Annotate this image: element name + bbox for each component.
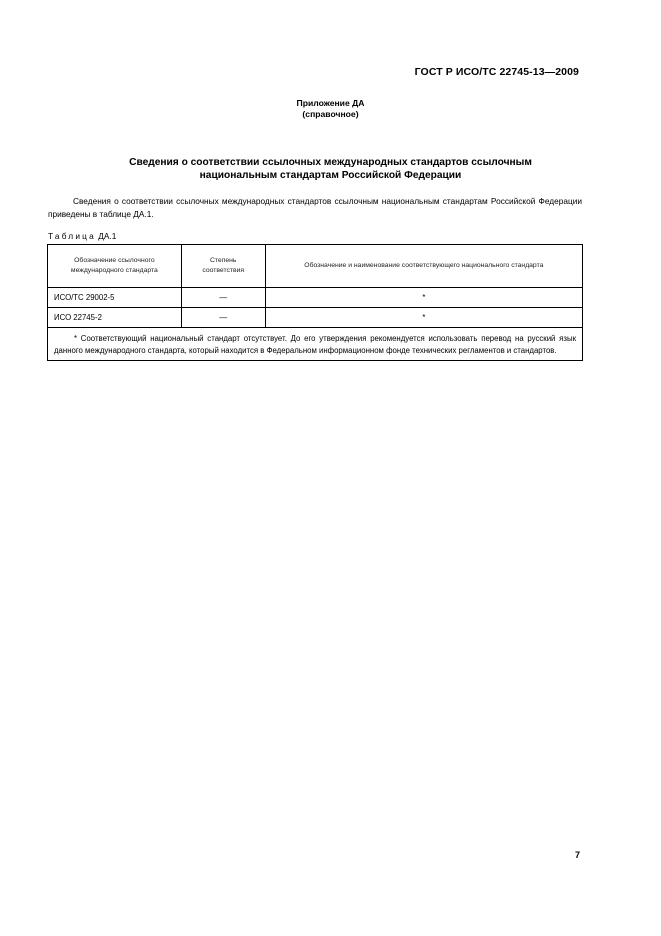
document-code: ГОСТ Р ИСО/ТС 22745-13—2009 [414,66,579,78]
appendix-heading [0,98,661,120]
header-degree: Степень соответствия [181,245,265,288]
header-international-standard: Обозначение ссылочного международного стандарта [48,245,182,288]
cell-standard: ИСО/ТС 29002-5 [48,288,182,308]
section-title [60,156,601,182]
cell-degree: — [181,308,265,328]
table-caption-id: ДА.1 [98,231,117,241]
intro-paragraph: Сведения о соответствии ссылочных международных стандартов ссылочным национальным стандартам Российской Федерации приведены в таблице ДА.1. [48,196,582,219]
table-row [48,288,583,308]
table-caption-word: Таблица [48,231,96,241]
table-caption [48,231,116,241]
cell-national: * [265,308,582,328]
section-title-line-1: Сведения о соответствии ссылочных международных стандартов ссылочным [129,157,532,168]
reference-standards-table [47,244,583,361]
cell-degree: — [181,288,265,308]
page-number: 7 [575,850,581,860]
appendix-subtitle: (справочное) [302,109,359,119]
section-title-line-2: национальным стандартам Российской Федерации [199,170,462,181]
cell-standard: ИСО 22745-2 [48,308,182,328]
appendix-title: Приложение ДА [296,98,365,108]
header-national-standard: Обозначение и наименование соответствующего национального стандарта [265,245,582,288]
cell-national: * [265,288,582,308]
table-header-row [48,245,583,288]
table-footnote-row [48,328,583,361]
table-row [48,308,583,328]
table-footnote: * Соответствующий национальный стандарт отсутствует. До его утверждения рекомендуется использовать перевод на русский язык данного международного стандарта, который находится в Федеральном информационном фонде технических регламентов и стандартов. [48,328,583,361]
